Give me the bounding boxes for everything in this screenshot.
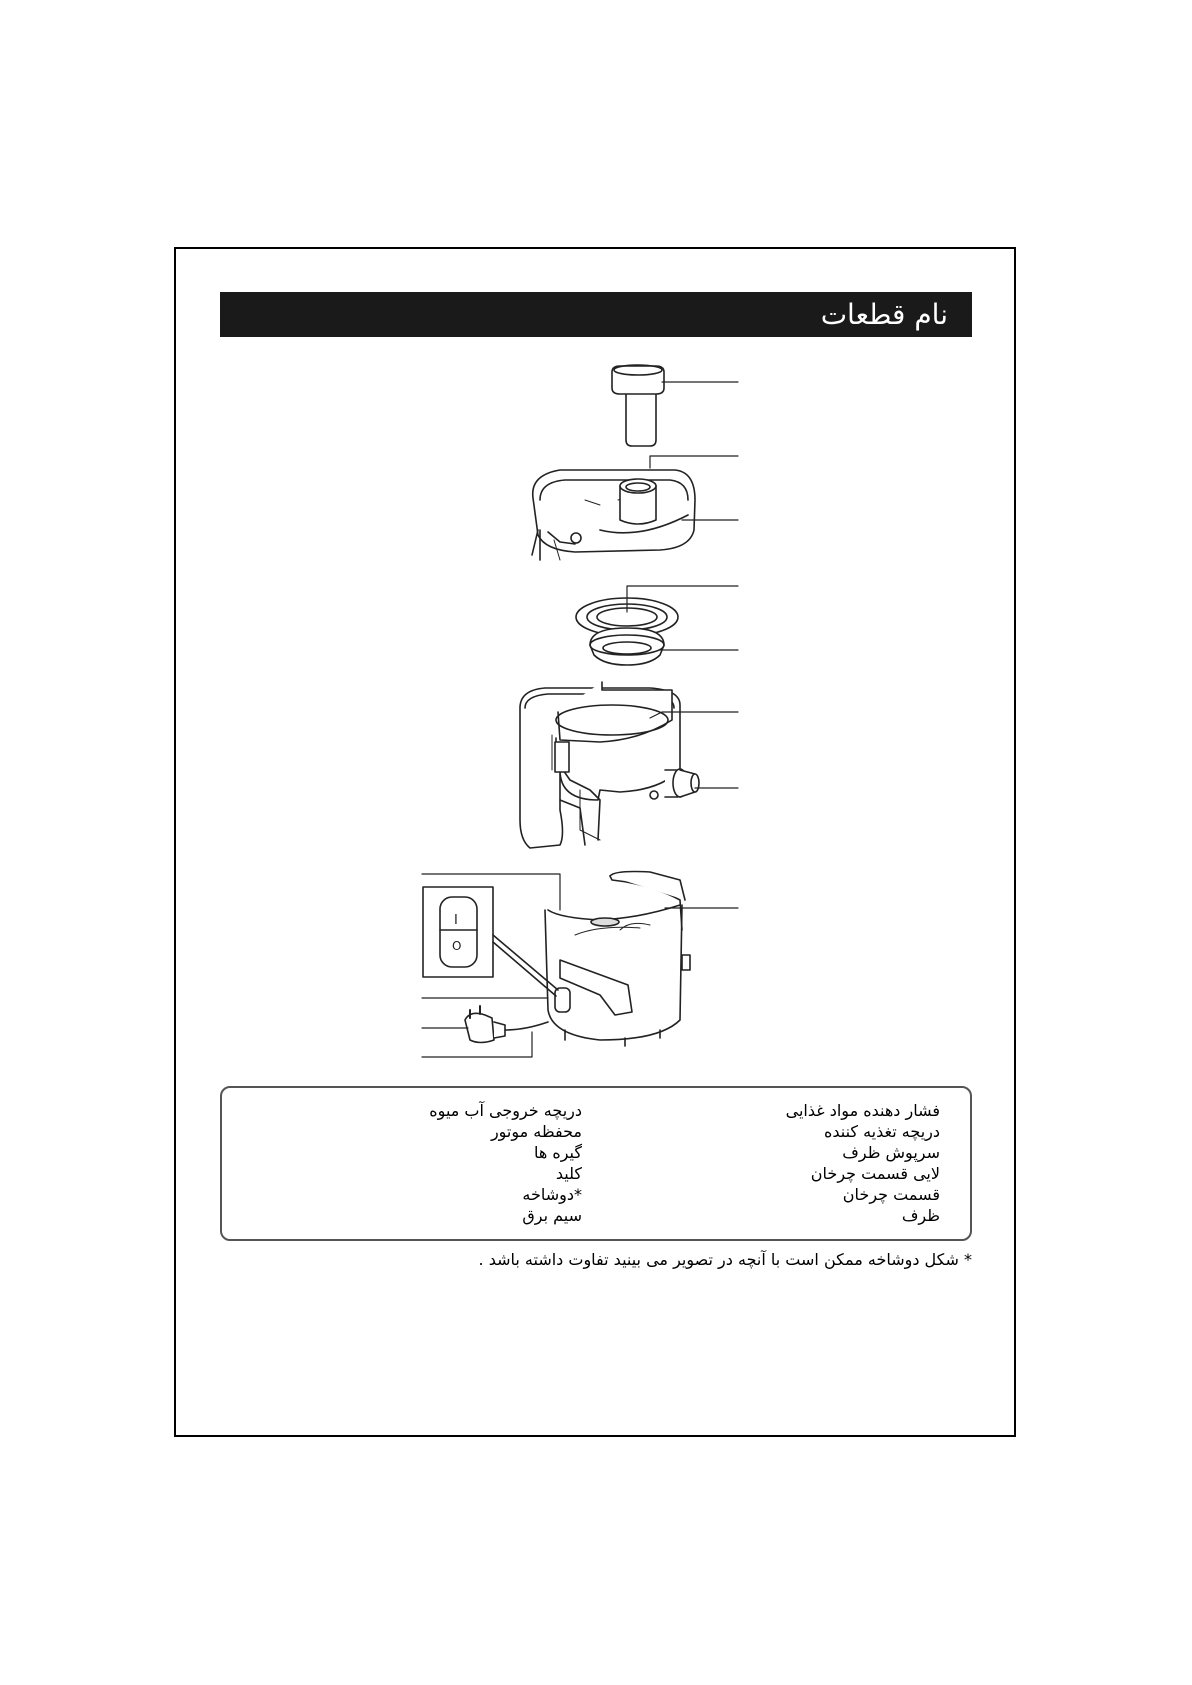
cover-illustration (532, 470, 695, 560)
switch-detail-illustration (423, 887, 558, 996)
legend-item: دریچه تغذیه کننده (823, 1122, 940, 1141)
footnote: * شکل دوشاخه ممکن است با آنچه در تصویر می بینید تفاوت داشته باشد . (478, 1250, 972, 1269)
section-title-text: نام قطعات (820, 298, 948, 331)
legend-item: *دوشاخه (522, 1185, 582, 1204)
legend-item: لایی قسمت چرخان (810, 1164, 940, 1183)
legend-item: ظرف (901, 1206, 940, 1225)
legend-item: سرپوش ظرف (842, 1143, 940, 1162)
bowl-illustration (520, 682, 699, 848)
legend-right-column (786, 1100, 940, 1226)
legend-item: گیره ها (533, 1143, 582, 1162)
plug-illustration (465, 1006, 548, 1043)
legend-item: فشار دهنده مواد غذایی (785, 1101, 940, 1120)
legend-item: قسمت چرخان (842, 1185, 940, 1204)
switch-off-label: O (452, 939, 462, 953)
motor-base-illustration (545, 872, 690, 1047)
legend-left-column (429, 1100, 582, 1226)
parts-legend (220, 1086, 972, 1241)
cutter-illustration (590, 628, 664, 665)
legend-item: دریچه خروجی آب میوه (429, 1101, 582, 1120)
legend-item: سیم برق (522, 1206, 582, 1225)
legend-item: محفظه موتور (490, 1122, 582, 1141)
switch-on-label: I (454, 913, 458, 928)
legend-item: کلید (555, 1164, 582, 1183)
food-pusher-illustration (612, 365, 664, 446)
